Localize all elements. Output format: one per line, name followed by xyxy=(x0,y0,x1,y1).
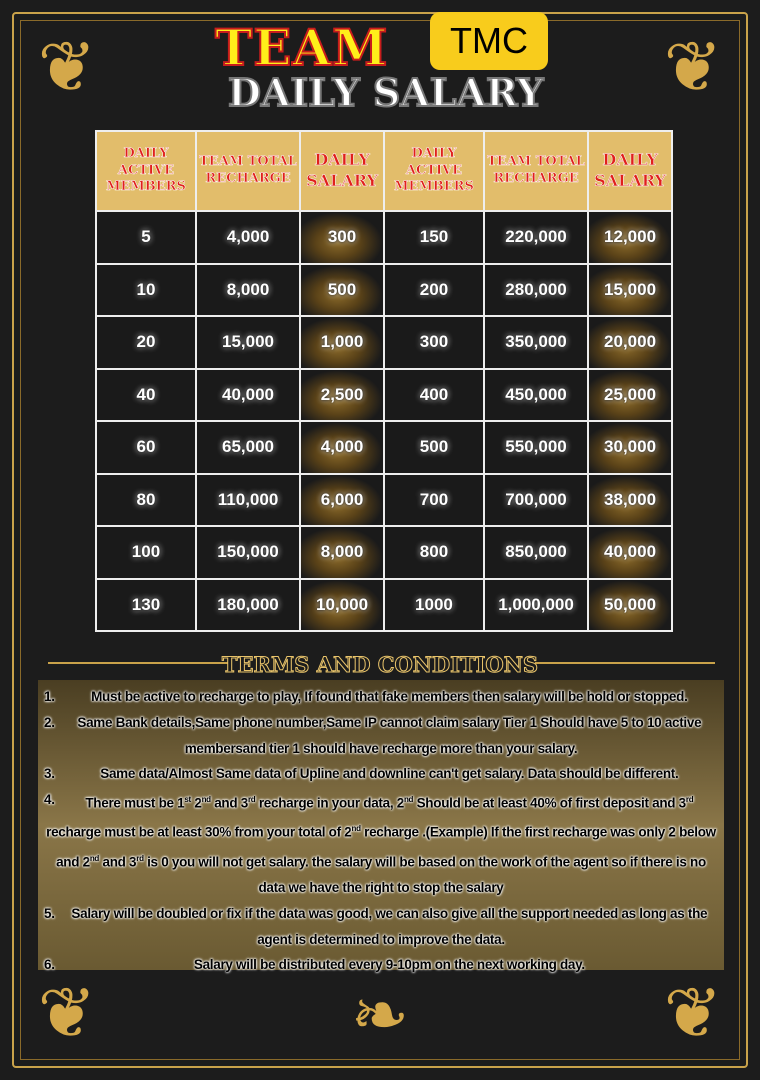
table-cell: 10 xyxy=(96,264,196,317)
term-item xyxy=(44,684,718,710)
term-text: There must be 1 xyxy=(85,795,185,811)
salary-cell: 6,000 xyxy=(300,474,384,527)
table-cell: 150 xyxy=(384,211,484,264)
flourish-ornament-icon: ❧ xyxy=(350,974,410,1056)
table-row xyxy=(96,264,672,317)
column-header: DAILY SALARY xyxy=(588,131,672,211)
table-row xyxy=(96,211,672,264)
table-cell: 8,000 xyxy=(196,264,300,317)
superscript: st xyxy=(184,795,191,805)
table-cell: 500 xyxy=(384,421,484,474)
salary-cell: 4,000 xyxy=(300,421,384,474)
term-text: Same Bank details,Same phone number,Same IP cannot claim salary Tier 1 Should have 5 to 10 active membersand tier 1 should have recharge more than your salary. xyxy=(77,714,702,756)
term-text: recharge in your data, 2 xyxy=(255,795,404,811)
title-daily-salary: DAILY SALARY xyxy=(228,70,544,115)
term-text: and 3 xyxy=(210,795,248,811)
table-cell: 65,000 xyxy=(196,421,300,474)
superscript: nd xyxy=(89,853,100,863)
table-cell: 20 xyxy=(96,316,196,369)
salary-cell: 40,000 xyxy=(588,526,672,579)
column-header: DAILY ACTIVE MEMBERS xyxy=(384,131,484,211)
table-cell: 850,000 xyxy=(484,526,588,579)
terms-title: TERMS AND CONDITIONS xyxy=(221,652,539,677)
term-text: Must be active to recharge to play, If found that fake members then salary will be hold or stopped. xyxy=(91,689,688,704)
table-cell: 550,000 xyxy=(484,421,588,474)
salary-cell: 500 xyxy=(300,264,384,317)
table-cell: 150,000 xyxy=(196,526,300,579)
table-cell: 60 xyxy=(96,421,196,474)
table-cell: 4,000 xyxy=(196,211,300,264)
salary-cell: 10,000 xyxy=(300,579,384,632)
table-cell: 40 xyxy=(96,369,196,422)
table-cell: 80 xyxy=(96,474,196,527)
salary-cell: 300 xyxy=(300,211,384,264)
table-cell: 280,000 xyxy=(484,264,588,317)
column-header: DAILY ACTIVE MEMBERS xyxy=(96,131,196,211)
table-cell: 400 xyxy=(384,369,484,422)
flourish-ornament-icon: ❦ xyxy=(663,972,723,1054)
term-text: is 0 you will not get salary. the salary will be based on the work of the agent so if there is no data we have the right to stop the salary xyxy=(143,854,706,896)
superscript: rd xyxy=(247,795,256,805)
salary-cell: 2,500 xyxy=(300,369,384,422)
table-cell: 130 xyxy=(96,579,196,632)
term-number: 5. xyxy=(44,905,55,921)
table-cell: 220,000 xyxy=(484,211,588,264)
term-text: Salary will be distributed every 9-10pm on the next working day. xyxy=(193,957,585,973)
table-cell: 110,000 xyxy=(196,474,300,527)
term-text: recharge .(Example) If the first recharge was only 2 below and 2 xyxy=(56,824,716,870)
term-number: 1. xyxy=(44,689,55,704)
salary-cell: 8,000 xyxy=(300,526,384,579)
table-cell: 700 xyxy=(384,474,484,527)
table-cell: 200 xyxy=(384,264,484,317)
salary-cell: 12,000 xyxy=(588,211,672,264)
table-row xyxy=(96,369,672,422)
table-cell: 1000 xyxy=(384,579,484,632)
term-item xyxy=(44,787,718,901)
flourish-ornament-icon: ❦ xyxy=(663,26,723,108)
table-row xyxy=(96,316,672,369)
superscript: rd xyxy=(136,853,144,863)
salary-cell: 15,000 xyxy=(588,264,672,317)
term-text: 2 xyxy=(190,795,202,811)
term-text: Same data/Almost Same data of Upline and downline can't get salary. Data should be different. xyxy=(100,766,679,782)
table-cell: 700,000 xyxy=(484,474,588,527)
term-text: Salary will be doubled or fix if the data was good, we can also give all the support needed as long as the agent is determined to improve the data. xyxy=(71,905,708,947)
superscript: nd xyxy=(201,795,211,805)
column-header: DAILY SALARY xyxy=(300,131,384,211)
table-row xyxy=(96,421,672,474)
term-number: 3. xyxy=(44,766,55,782)
salary-cell: 25,000 xyxy=(588,369,672,422)
column-header: TEAM TOTAL RECHARGE xyxy=(196,131,300,211)
superscript: nd xyxy=(403,795,414,805)
term-text: and 3 xyxy=(99,854,137,870)
term-number: 4. xyxy=(44,792,55,808)
table-cell: 800 xyxy=(384,526,484,579)
term-text: recharge must be at least 30% from your total of 2 xyxy=(46,824,352,840)
column-header: TEAM TOTAL RECHARGE xyxy=(484,131,588,211)
terms-list xyxy=(38,680,724,973)
term-item xyxy=(44,901,718,953)
term-item xyxy=(44,952,718,978)
salary-cell: 38,000 xyxy=(588,474,672,527)
table-cell: 180,000 xyxy=(196,579,300,632)
salary-cell: 50,000 xyxy=(588,579,672,632)
tmc-badge: TMC xyxy=(430,12,548,70)
table-cell: 350,000 xyxy=(484,316,588,369)
salary-cell: 30,000 xyxy=(588,421,672,474)
flourish-ornament-icon: ❦ xyxy=(37,972,97,1054)
title-team: TEAM xyxy=(215,18,389,77)
table-row xyxy=(96,579,672,632)
table-cell: 40,000 xyxy=(196,369,300,422)
table-cell: 450,000 xyxy=(484,369,588,422)
term-item xyxy=(44,761,718,787)
salary-cell: 1,000 xyxy=(300,316,384,369)
term-text: Should be at least 40% of first deposit and 3 xyxy=(413,795,686,811)
salary-table xyxy=(95,130,673,632)
table-cell: 100 xyxy=(96,526,196,579)
term-number: 6. xyxy=(44,957,55,973)
table-cell: 300 xyxy=(384,316,484,369)
term-item xyxy=(44,710,718,762)
table-row xyxy=(96,474,672,527)
table-cell: 5 xyxy=(96,211,196,264)
term-number: 2. xyxy=(44,714,55,730)
table-cell: 15,000 xyxy=(196,316,300,369)
salary-cell: 20,000 xyxy=(588,316,672,369)
superscript: rd xyxy=(685,795,694,805)
flourish-ornament-icon: ❦ xyxy=(37,26,97,108)
table-cell: 1,000,000 xyxy=(484,579,588,632)
table-row xyxy=(96,526,672,579)
superscript: nd xyxy=(351,824,361,834)
